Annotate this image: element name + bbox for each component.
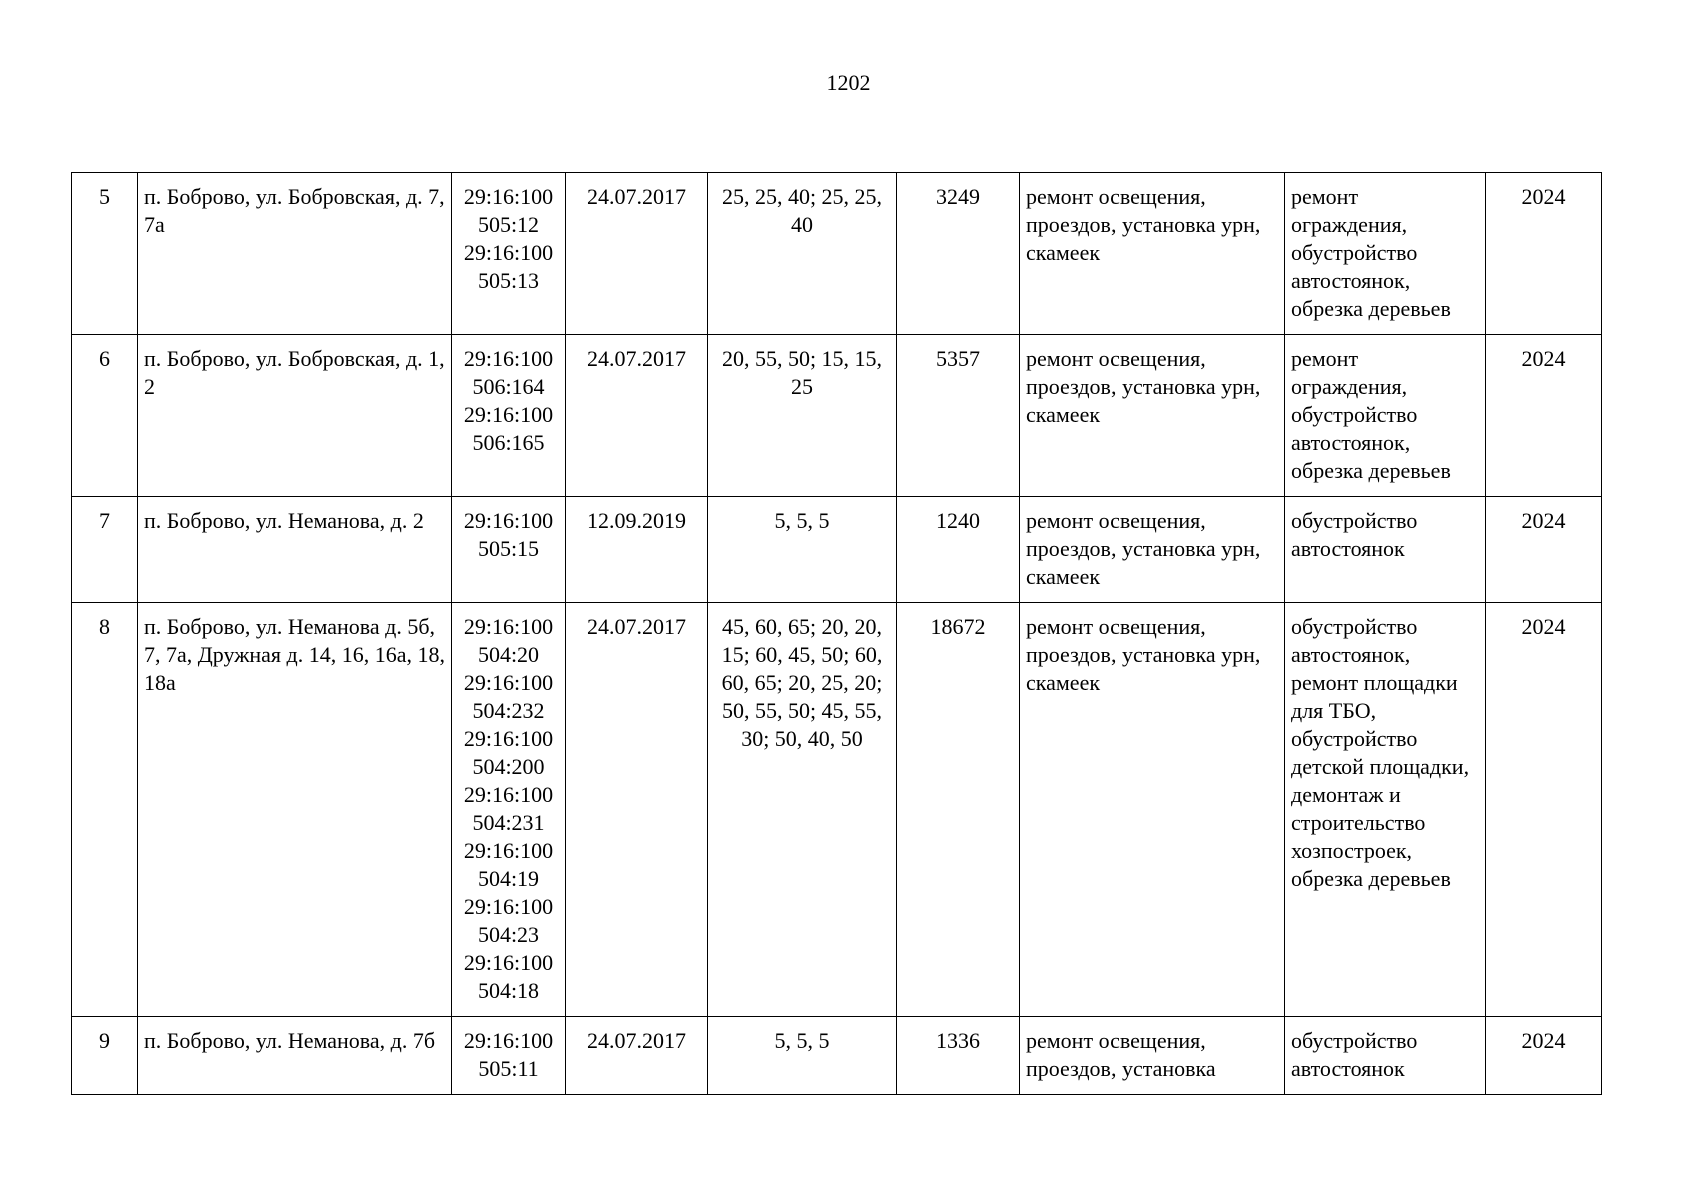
cadastral-line: 29:16:100 xyxy=(463,894,554,919)
cadastral-line: 29:16:100 xyxy=(463,346,554,371)
area-cell: 18672 xyxy=(897,603,1020,1017)
table-row xyxy=(72,173,1602,335)
table-body xyxy=(72,173,1602,1095)
year-cell: 2024 xyxy=(1486,335,1602,497)
year-cell: 2024 xyxy=(1486,1017,1602,1095)
improvement-table xyxy=(71,172,1602,1095)
primary-works-cell: ремонт освещения, проездов, установка xyxy=(1020,1017,1285,1095)
cadastral-line: 29:16:100 xyxy=(463,726,554,751)
additional-works-cell: ремонт ограждения, обустройство автостоянок, обрезка деревьев xyxy=(1285,173,1486,335)
additional-works-cell: ремонт ограждения, обустройство автостоянок, обрезка деревьев xyxy=(1285,335,1486,497)
primary-works-cell: ремонт освещения, проездов, установка урн, скамеек xyxy=(1020,603,1285,1017)
date-cell: 24.07.2017 xyxy=(566,335,708,497)
row-number: 9 xyxy=(72,1017,138,1095)
area-cell: 3249 xyxy=(897,173,1020,335)
cadastral-line: 29:16:100 xyxy=(463,614,554,639)
area-cell: 1336 xyxy=(897,1017,1020,1095)
cadastral-line: 29:16:100 xyxy=(463,184,554,209)
distances-cell: 5, 5, 5 xyxy=(708,1017,897,1095)
additional-works-cell: обустройство автостоянок xyxy=(1285,1017,1486,1095)
cadastral-line: 29:16:100 xyxy=(463,240,554,265)
table-row xyxy=(72,1017,1602,1095)
distances-cell: 5, 5, 5 xyxy=(708,497,897,603)
year-cell: 2024 xyxy=(1486,603,1602,1017)
area-cell: 5357 xyxy=(897,335,1020,497)
cadastral-cell xyxy=(452,603,566,1017)
primary-works-cell: ремонт освещения, проездов, установка урн, скамеек xyxy=(1020,335,1285,497)
cadastral-line: 506:164 xyxy=(472,374,545,399)
row-number: 8 xyxy=(72,603,138,1017)
address-cell: п. Боброво, ул. Неманова, д. 2 xyxy=(138,497,452,603)
page-number: 1202 xyxy=(826,70,871,95)
table-row xyxy=(72,335,1602,497)
year-cell: 2024 xyxy=(1486,497,1602,603)
cadastral-line: 504:231 xyxy=(472,810,545,835)
cadastral-line: 504:23 xyxy=(477,922,540,947)
cadastral-line: 505:15 xyxy=(477,536,540,561)
table-row xyxy=(72,497,1602,603)
cadastral-line: 504:18 xyxy=(477,978,540,1003)
cadastral-line: 505:13 xyxy=(477,268,540,293)
year-cell: 2024 xyxy=(1486,173,1602,335)
date-cell: 24.07.2017 xyxy=(566,173,708,335)
row-number: 5 xyxy=(72,173,138,335)
row-number: 7 xyxy=(72,497,138,603)
additional-works-cell: обустройство автостоянок xyxy=(1285,497,1486,603)
date-cell: 24.07.2017 xyxy=(566,1017,708,1095)
distances-cell: 45, 60, 65; 20, 20, 15; 60, 45, 50; 60, 60, 65; 20, 25, 20; 50, 55, 50; 45, 55, 30; 50, 40, 50 xyxy=(708,603,897,1017)
table-row xyxy=(72,603,1602,1017)
cadastral-line: 504:232 xyxy=(472,698,545,723)
area-cell: 1240 xyxy=(897,497,1020,603)
additional-works-cell: обустройство автостоянок, ремонт площадки для ТБО, обустройство детской площадки, демонтаж и строительство хозпостроек, обрезка деревьев xyxy=(1285,603,1486,1017)
cadastral-cell xyxy=(452,497,566,603)
primary-works-cell: ремонт освещения, проездов, установка урн, скамеек xyxy=(1020,173,1285,335)
cadastral-cell xyxy=(452,173,566,335)
cadastral-line: 504:200 xyxy=(472,754,545,779)
cadastral-line: 29:16:100 xyxy=(463,950,554,975)
distances-cell: 25, 25, 40; 25, 25, 40 xyxy=(708,173,897,335)
date-cell: 24.07.2017 xyxy=(566,603,708,1017)
cadastral-cell xyxy=(452,1017,566,1095)
cadastral-line: 505:12 xyxy=(477,212,540,237)
address-cell: п. Боброво, ул. Бобровская, д. 7, 7а xyxy=(138,173,452,335)
primary-works-cell: ремонт освещения, проездов, установка урн, скамеек xyxy=(1020,497,1285,603)
cadastral-line: 29:16:100 xyxy=(463,838,554,863)
cadastral-line: 29:16:100 xyxy=(463,782,554,807)
cadastral-line: 504:19 xyxy=(477,866,540,891)
address-cell: п. Боброво, ул. Бобровская, д. 1, 2 xyxy=(138,335,452,497)
cadastral-line: 506:165 xyxy=(472,430,545,455)
date-cell: 12.09.2019 xyxy=(566,497,708,603)
distances-cell: 20, 55, 50; 15, 15, 25 xyxy=(708,335,897,497)
address-cell: п. Боброво, ул. Неманова, д. 7б xyxy=(138,1017,452,1095)
address-cell: п. Боброво, ул. Неманова д. 5б, 7, 7а, Дружная д. 14, 16, 16а, 18, 18а xyxy=(138,603,452,1017)
cadastral-line: 29:16:100 xyxy=(463,402,554,427)
cadastral-cell xyxy=(452,335,566,497)
cadastral-line: 505:11 xyxy=(478,1056,539,1081)
cadastral-line: 29:16:100 xyxy=(463,670,554,695)
cadastral-line: 504:20 xyxy=(477,642,540,667)
cadastral-line: 29:16:100 xyxy=(463,508,554,533)
row-number: 6 xyxy=(72,335,138,497)
cadastral-line: 29:16:100 xyxy=(463,1028,554,1053)
